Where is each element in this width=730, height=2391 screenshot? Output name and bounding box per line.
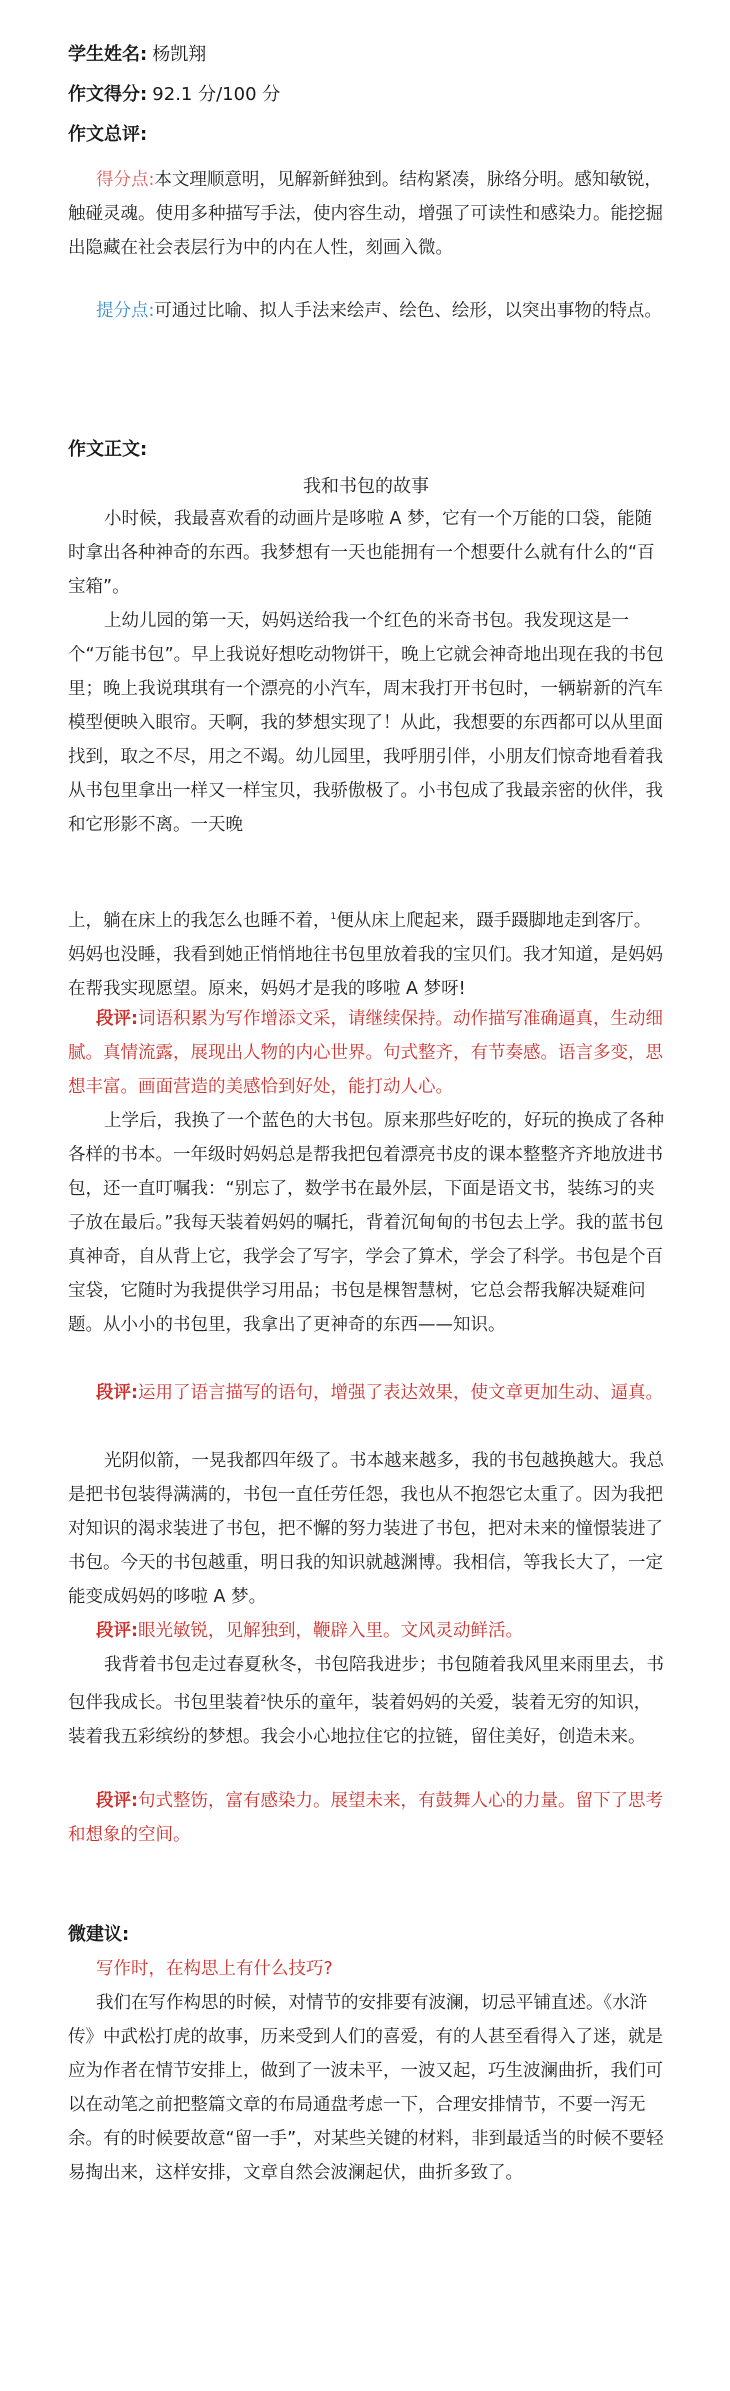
merit-text: 本文理顺意明，见解新鲜独到。结构紧凑，脉络分明。感知敏锐，触碰灵魂。使用多种描写手法，使内容生动，增强了可读性和感染力。能挖掘出隐藏在社会表层行为中的内在人性，刻画入微。: [68, 170, 663, 258]
paragraph-comment-3-text: 眼光敏锐，见解独到，鞭辟入里。文风灵动鲜活。: [138, 1621, 523, 1641]
essay-paragraph-2b-pre: 上，躺在床上的我怎么也睡不着，: [68, 910, 331, 931]
essay-paragraph-5: [68, 1648, 664, 1754]
paragraph-comment-4-text: 句式整饬，富有感染力。展望未来，有鼓舞人心的力量。留下了思考和想象的空间。: [68, 1791, 663, 1845]
paragraph-comment-3-label: 段评:: [96, 1621, 138, 1641]
improve-paragraph: [68, 294, 664, 328]
footnote-mark-1: 1: [330, 912, 337, 922]
paragraph-comment-4: [68, 1784, 664, 1852]
student-name-label: 学生姓名:: [68, 44, 148, 65]
essay-paragraph-3: 上学后，我换了一个蓝色的大书包。原来那些好吃的，好玩的换成了各种各样的书本。一年级时妈妈总是帮我把包着漂亮书皮的课本整整齐齐地放进书包，还一直叮嘱我：“别忘了，数学书在最外层，下面是语文书，装练习的夹子放在最后。”我每天装着妈妈的嘱托，背着沉甸甸的书包去上学。我的蓝书包真神奇，自从背上它，我学会了写字，学会了算术，学会了科学。书包是个百宝袋，它随时为我提供学习用品；书包是棵智慧树，它总会帮我解决疑难问题。从小小的书包里，我拿出了更神奇的东西——知识。: [68, 1111, 664, 1335]
essay-paragraph-4: 光阴似箭，一晃我都四年级了。书本越来越多，我的书包越换越大。我总是把书包装得满满的，书包一直任劳任怨，我也从不抱怨它太重了。因为我把对知识的渴求装进了书包，把不懈的努力装进了书包，把对未来的憧憬装进了书包。今天的书包越重，明日我的知识就越渊博。我相信，等我长大了，一定能变成妈妈的哆啦 A 梦。: [68, 1451, 664, 1607]
essay-paragraph-1: 小时候，我最喜欢看的动画片是哆啦 A 梦，它有一个万能的口袋，能随时拿出各种神奇的东西。我梦想有一天也能拥有一个想要什么就有什么的“百宝箱”。: [68, 509, 655, 597]
student-name-value: 杨凯翔: [152, 44, 207, 65]
overall-review-label: 作文总评:: [68, 124, 148, 145]
suggestion-question: 写作时，在构思上有什么技巧?: [96, 1959, 333, 1979]
essay-paragraph-5-pre: 我背着书包走过春夏秋冬，书包陪我进步；书包随着我风里来雨里去，书包伴我成长。书包里装着: [68, 1655, 664, 1713]
score-value: 92.1 分/100 分: [152, 84, 281, 105]
score-label: 作文得分:: [68, 84, 148, 105]
essay-paragraph-2b: [68, 900, 664, 1006]
suggestion-label: 微建议:: [68, 1924, 130, 1945]
essay-paragraph-2b-post: 便从床上爬起来，蹑手蹑脚地走到客厅。妈妈也没睡，我看到她正悄悄地往书包里放着我的宝贝们。我才知道，是妈妈在帮我实现愿望。原来，妈妈才是我的哆啦 A 梦呀!: [68, 910, 663, 999]
paragraph-comment-1-label: 段评:: [96, 1009, 138, 1029]
essay-paragraph-5-post: 快乐的童年，装着妈妈的关爱，装着无穷的知识，装着我五彩缤纷的梦想。我会小心地拉住它的拉链，留住美好，创造未来。: [68, 1692, 652, 1747]
improve-text: 可通过比喻、拟人手法来绘声、绘色、绘形，以突出事物的特点。: [154, 301, 662, 321]
paragraph-comment-1-text: 词语积累为写作增添文采，请继续保持。动作描写准确逼真，生动细腻。真情流露，展现出人物的内心世界。句式整齐，有节奏感。语言多变，思想丰富。画面营造的美感恰到好处，能打动人心。: [68, 1009, 663, 1097]
merit-label: 得分点:: [96, 170, 155, 190]
paragraph-comment-4-label: 段评:: [96, 1791, 138, 1811]
paragraph-comment-3: [68, 1614, 664, 1648]
score-row: [68, 80, 280, 106]
paragraph-comment-2: [68, 1376, 664, 1410]
essay-paragraph-2a: 上幼儿园的第一天，妈妈送给我一个红色的米奇书包。我发现这是一个“万能书包”。早上我说好想吃动物饼干，晚上它就会神奇地出现在我的书包里；晚上我说琪琪有一个漂亮的小汽车，周末我打开书包时，一辆崭新的汽车模型便映入眼帘。天啊，我的梦想实现了！从此，我想要的东西都可以从里面找到，取之不尽，用之不竭。幼儿园里，我呼朋引伴，小朋友们惊奇地看着我从书包里拿出一样又一样宝贝，我骄傲极了。小书包成了我最亲密的伙伴，我和它形影不离。一天晚: [68, 611, 664, 835]
footnote-mark-2: 2: [260, 1694, 267, 1704]
suggestion-text: 我们在写作构思的时候，对情节的安排要有波澜，切忌平铺直述。《水浒传》中武松打虎的故事，历来受到人们的喜爱，有的人甚至看得入了迷，就是应为作者在情节安排上，做到了一波未平，一波又起，巧生波澜曲折，我们可以在动笔之前把整篇文章的布局通盘考虑一下，合理安排情节，不要一泻无余。有的时候要故意“留一手”，对某些关键的材料，非到最适当的时候不要轻易掏出来，这样安排，文章自然会波澜起伏，曲折多致了。: [68, 1993, 664, 2183]
essay-title: 我和书包的故事: [303, 476, 429, 497]
merit-paragraph: [68, 163, 664, 265]
paragraph-comment-1: [68, 1002, 664, 1104]
student-name-row: [68, 40, 206, 66]
essay-label: 作文正文:: [68, 439, 148, 460]
improve-label: 提分点:: [96, 301, 155, 321]
paragraph-comment-2-text: 运用了语言描写的语句，增强了表达效果，使文章更加生动、逼真。: [138, 1383, 663, 1403]
paragraph-comment-2-label: 段评:: [96, 1383, 138, 1403]
